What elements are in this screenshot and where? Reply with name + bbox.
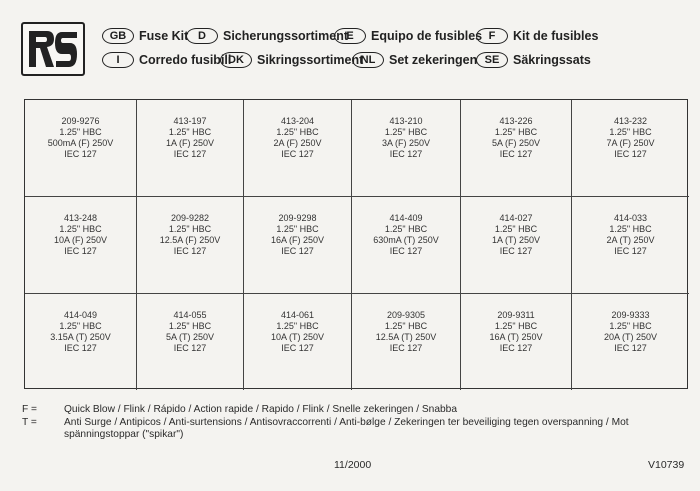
legend-row-t <box>22 417 692 442</box>
fuse-part: 413-248 <box>63 213 98 223</box>
fuse-size: 1.25" HBC <box>168 127 212 137</box>
language-titles <box>102 28 692 76</box>
fuse-rating: 10A (T) 250V <box>270 332 325 342</box>
fuse-cell <box>461 100 572 197</box>
fuse-size: 1.25" HBC <box>59 321 102 331</box>
fuse-part: 414-027 <box>499 213 533 223</box>
fuse-std: IEC 127 <box>173 343 207 353</box>
fuse-part: 414-049 <box>63 310 98 320</box>
fuse-size: 1.25" HBC <box>494 127 538 137</box>
rs-logo-mark <box>25 27 81 71</box>
fuse-rating: 7A (F) 250V <box>606 138 655 148</box>
language-title: Corredo fusibili <box>139 53 232 67</box>
fuse-size: 1.25" HBC <box>494 321 538 331</box>
fuse-std: IEC 127 <box>614 343 647 353</box>
fuse-part: 209-9298 <box>278 213 317 223</box>
fuse-std: IEC 127 <box>499 149 533 159</box>
fuse-std: IEC 127 <box>614 246 647 256</box>
fuse-std: IEC 127 <box>64 246 97 256</box>
language-title: Equipo de fusibles <box>371 29 483 43</box>
legend-text-f: Quick Blow / Flink / Rápido / Action rapide / Rapido / Flink / Snelle zekeringen / Snabba <box>64 404 457 415</box>
fuse-size: 1.25" HBC <box>494 224 538 234</box>
fuse-part: 413-197 <box>173 116 207 126</box>
language-entry <box>102 28 188 44</box>
language-title: Kit de fusibles <box>513 29 599 43</box>
fuse-part: 209-9276 <box>61 116 100 126</box>
language-code-badge: E <box>334 28 366 44</box>
fuse-std: IEC 127 <box>389 343 423 353</box>
fuse-cell <box>572 294 689 390</box>
fuse-rating: 630mA (T) 250V <box>373 235 439 245</box>
fuse-part: 413-210 <box>389 116 423 126</box>
fuse-rating: 2A (F) 250V <box>273 138 322 148</box>
document-code: V10739 <box>648 459 685 471</box>
language-code-badge: I <box>102 52 134 68</box>
fuse-size: 1.25" HBC <box>384 321 428 331</box>
fuse-size: 1.25" HBC <box>384 127 428 137</box>
legend-row-f <box>22 404 692 417</box>
fuse-size: 1.25" HBC <box>609 224 652 234</box>
fuse-size: 1.25" HBC <box>168 321 212 331</box>
fuse-size: 1.25" HBC <box>59 224 102 234</box>
language-entry <box>334 28 482 44</box>
language-code-badge: GB <box>102 28 134 44</box>
legend-key-t: T = <box>22 416 37 428</box>
fuse-part: 209-9282 <box>170 213 210 223</box>
rating-legend <box>22 404 692 442</box>
fuse-rating: 1A (F) 250V <box>165 138 215 148</box>
fuse-cell <box>137 294 244 390</box>
fuse-size: 1.25" HBC <box>384 224 428 234</box>
fuse-grid <box>24 99 688 389</box>
language-title: Sikringssortiment <box>257 53 364 67</box>
language-code-badge: DK <box>220 52 252 68</box>
fuse-cell <box>352 197 461 294</box>
language-code-badge: D <box>186 28 218 44</box>
issue-date: 11/2000 <box>334 459 372 471</box>
language-code-badge: SE <box>476 52 508 68</box>
language-entry <box>220 52 363 68</box>
fuse-size: 1.25" HBC <box>609 321 652 331</box>
fuse-std: IEC 127 <box>389 149 423 159</box>
fuse-cell <box>572 197 689 294</box>
fuse-rating: 16A (T) 250V <box>489 332 543 342</box>
fuse-cell <box>244 197 352 294</box>
fuse-std: IEC 127 <box>173 149 207 159</box>
fuse-cell <box>25 100 137 197</box>
fuse-cell <box>352 294 461 390</box>
fuse-rating: 10A (F) 250V <box>53 235 108 245</box>
fuse-cell <box>137 197 244 294</box>
fuse-size: 1.25" HBC <box>276 224 319 234</box>
fuse-size: 1.25" HBC <box>609 127 652 137</box>
language-row <box>102 28 692 52</box>
language-code-badge: F <box>476 28 508 44</box>
fuse-size: 1.25" HBC <box>276 127 319 137</box>
fuse-size: 1.25" HBC <box>168 224 212 234</box>
language-title: Sicherungssortiment <box>223 29 349 43</box>
fuse-part: 413-232 <box>613 116 648 126</box>
fuse-part: 413-226 <box>499 116 533 126</box>
fuse-std: IEC 127 <box>281 149 314 159</box>
fuse-rating: 3.15A (T) 250V <box>50 332 111 342</box>
fuse-rating: 5A (T) 250V <box>165 332 215 342</box>
fuse-cell <box>461 294 572 390</box>
language-title: Säkringssats <box>513 53 591 67</box>
fuse-std: IEC 127 <box>614 149 647 159</box>
fuse-rating: 5A (F) 250V <box>491 138 541 148</box>
fuse-rating: 1A (T) 250V <box>491 235 541 245</box>
fuse-part: 209-9305 <box>386 310 426 320</box>
fuse-std: IEC 127 <box>64 343 97 353</box>
fuse-cell <box>572 100 689 197</box>
fuse-size: 1.25" HBC <box>59 127 102 137</box>
fuse-part: 414-033 <box>613 213 648 223</box>
fuse-std: IEC 127 <box>389 246 423 256</box>
language-row <box>102 52 692 76</box>
fuse-cell <box>25 197 137 294</box>
fuse-std: IEC 127 <box>499 246 533 256</box>
fuse-part: 209-9333 <box>611 310 650 320</box>
fuse-std: IEC 127 <box>173 246 207 256</box>
fuse-part: 413-204 <box>280 116 315 126</box>
fuse-rating: 12.5A (T) 250V <box>375 332 437 342</box>
fuse-part: 414-409 <box>389 213 423 223</box>
language-entry <box>352 52 477 68</box>
fuse-part: 209-9311 <box>497 310 535 320</box>
fuse-std: IEC 127 <box>499 343 533 353</box>
rs-logo <box>21 22 85 76</box>
fuse-rating: 20A (T) 250V <box>603 332 658 342</box>
language-title: Fuse Kit <box>139 29 189 43</box>
fuse-rating: 16A (F) 250V <box>270 235 325 245</box>
language-entry <box>476 28 598 44</box>
legend-key-f: F = <box>22 404 38 415</box>
fuse-rating: 500mA (F) 250V <box>47 138 114 148</box>
fuse-std: IEC 127 <box>64 149 97 159</box>
fuse-std: IEC 127 <box>281 343 314 353</box>
fuse-rating: 2A (T) 250V <box>606 235 655 245</box>
fuse-cell <box>25 294 137 390</box>
language-title: Set zekeringen <box>389 53 478 67</box>
language-entry <box>476 52 591 68</box>
fuse-rating: 12.5A (F) 250V <box>159 235 221 245</box>
fuse-cell <box>244 294 352 390</box>
legend-text-t: Anti Surge / Antipicos / Anti-surtensions / Antisovraccorrenti / Anti-bølge / Zekeringen ter beveiliging tegen overspanning / Mot spänningstoppar ("spikar") <box>64 416 629 440</box>
fuse-cell <box>352 100 461 197</box>
fuse-cell <box>461 197 572 294</box>
language-entry <box>102 52 231 68</box>
fuse-std: IEC 127 <box>281 246 314 256</box>
fuse-cell <box>244 100 352 197</box>
fuse-part: 414-061 <box>280 310 315 320</box>
fuse-part: 414-055 <box>173 310 207 320</box>
fuse-size: 1.25" HBC <box>276 321 319 331</box>
fuse-rating: 3A (F) 250V <box>381 138 431 148</box>
language-entry <box>186 28 348 44</box>
fuse-cell <box>137 100 244 197</box>
language-code-badge: NL <box>352 52 384 68</box>
